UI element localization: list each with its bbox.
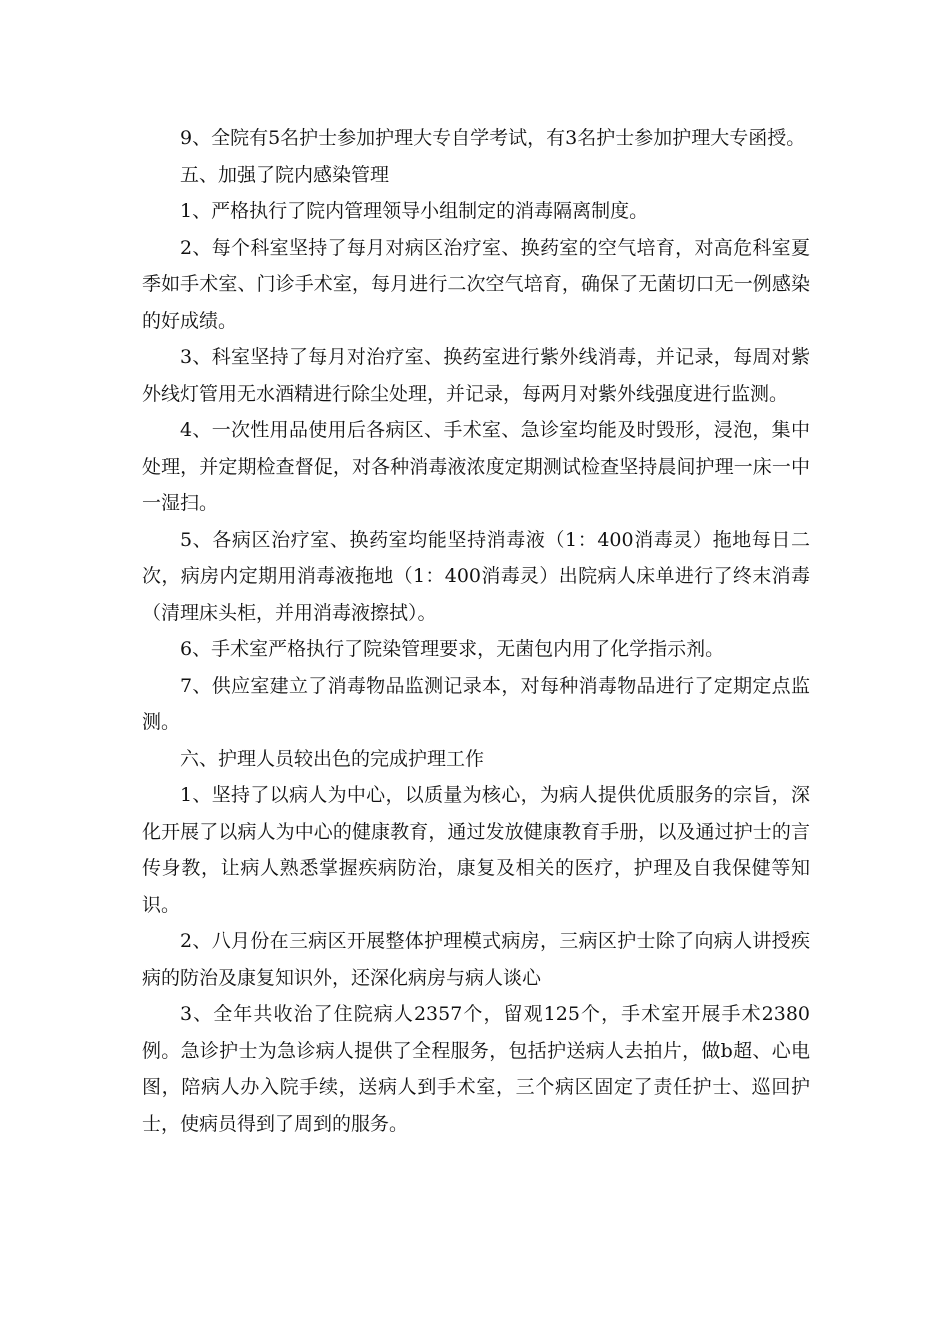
paragraph-item-3-uv-disinfection: 3、科室坚持了每月对治疗室、换药室进行紫外线消毒，并记录，每周对紫外线灯管用无水酒精进行除尘处理，并记录，每两月对紫外线强度进行监测。 (142, 346, 810, 405)
paragraph-item-6-operating-room: 6、手术室严格执行了院染管理要求，无菌包内用了化学指示剂。 (180, 638, 725, 660)
paragraph-item-1-patient-centered: 1、坚持了以病人为中心，以质量为核心，为病人提供优质服务的宗旨，深化开展了以病人为中心的健康教育，通过发放健康教育手册，以及通过护士的言传身教，让病人熟悉掌握疾病防治，康复及相关的医疗，护理及自我保健等知识。 (142, 784, 810, 916)
paragraph-item-2-air-culture: 2、每个科室坚持了每月对病区治疗室、换药室的空气培育，对高危科室夏季如手术室、门诊手术室，每月进行二次空气培育，确保了无菌切口无一例感染的好成绩。 (142, 236, 810, 332)
paragraph-item-5-floor-disinfection: 5、各病区治疗室、换药室均能坚持消毒液（1：400消毒灵）拖地每日二次，病房内定期用消毒液拖地（1：400消毒灵）出院病人床单进行了终末消毒（清理床头柜，并用消毒液擦拭）。 (142, 528, 810, 624)
paragraph-item-1-isolation: 1、严格执行了院内管理领导小组制定的消毒隔离制度。 (180, 200, 649, 222)
document-body (142, 120, 810, 1142)
paragraph-item-3-annual-statistics: 3、全年共收治了住院病人2357个，留观125个，手术室开展手术2380例。急诊护士为急诊病人提供了全程服务，包括护送病人去拍片，做b超、心电图，陪病人办入院手续，送病人到手术室，三个病区固定了责任护士、巡回护士，使病员得到了周到的服务。 (142, 1003, 810, 1135)
paragraph-item-7-supply-room: 7、供应室建立了消毒物品监测记录本，对每种消毒物品进行了定期定点监测。 (142, 674, 810, 733)
section-heading-5: 五、加强了院内感染管理 (180, 163, 390, 186)
paragraph-item-2-holistic-care: 2、八月份在三病区开展整体护理模式病房，三病区护士除了向病人讲授疾病的防治及康复知识外，还深化病房与病人谈心 (142, 930, 810, 989)
paragraph-item-9-exams: 9、全院有5名护士参加护理大专自学考试，有3名护士参加护理大专函授。 (180, 127, 806, 149)
section-heading-6: 六、护理人员较出色的完成护理工作 (180, 747, 485, 770)
paragraph-item-4-disposables: 4、一次性用品使用后各病区、手术室、急诊室均能及时毁形，浸泡，集中处理，并定期检查督促，对各种消毒液浓度定期测试检查坚持晨间护理一床一中一湿扫。 (142, 419, 810, 514)
